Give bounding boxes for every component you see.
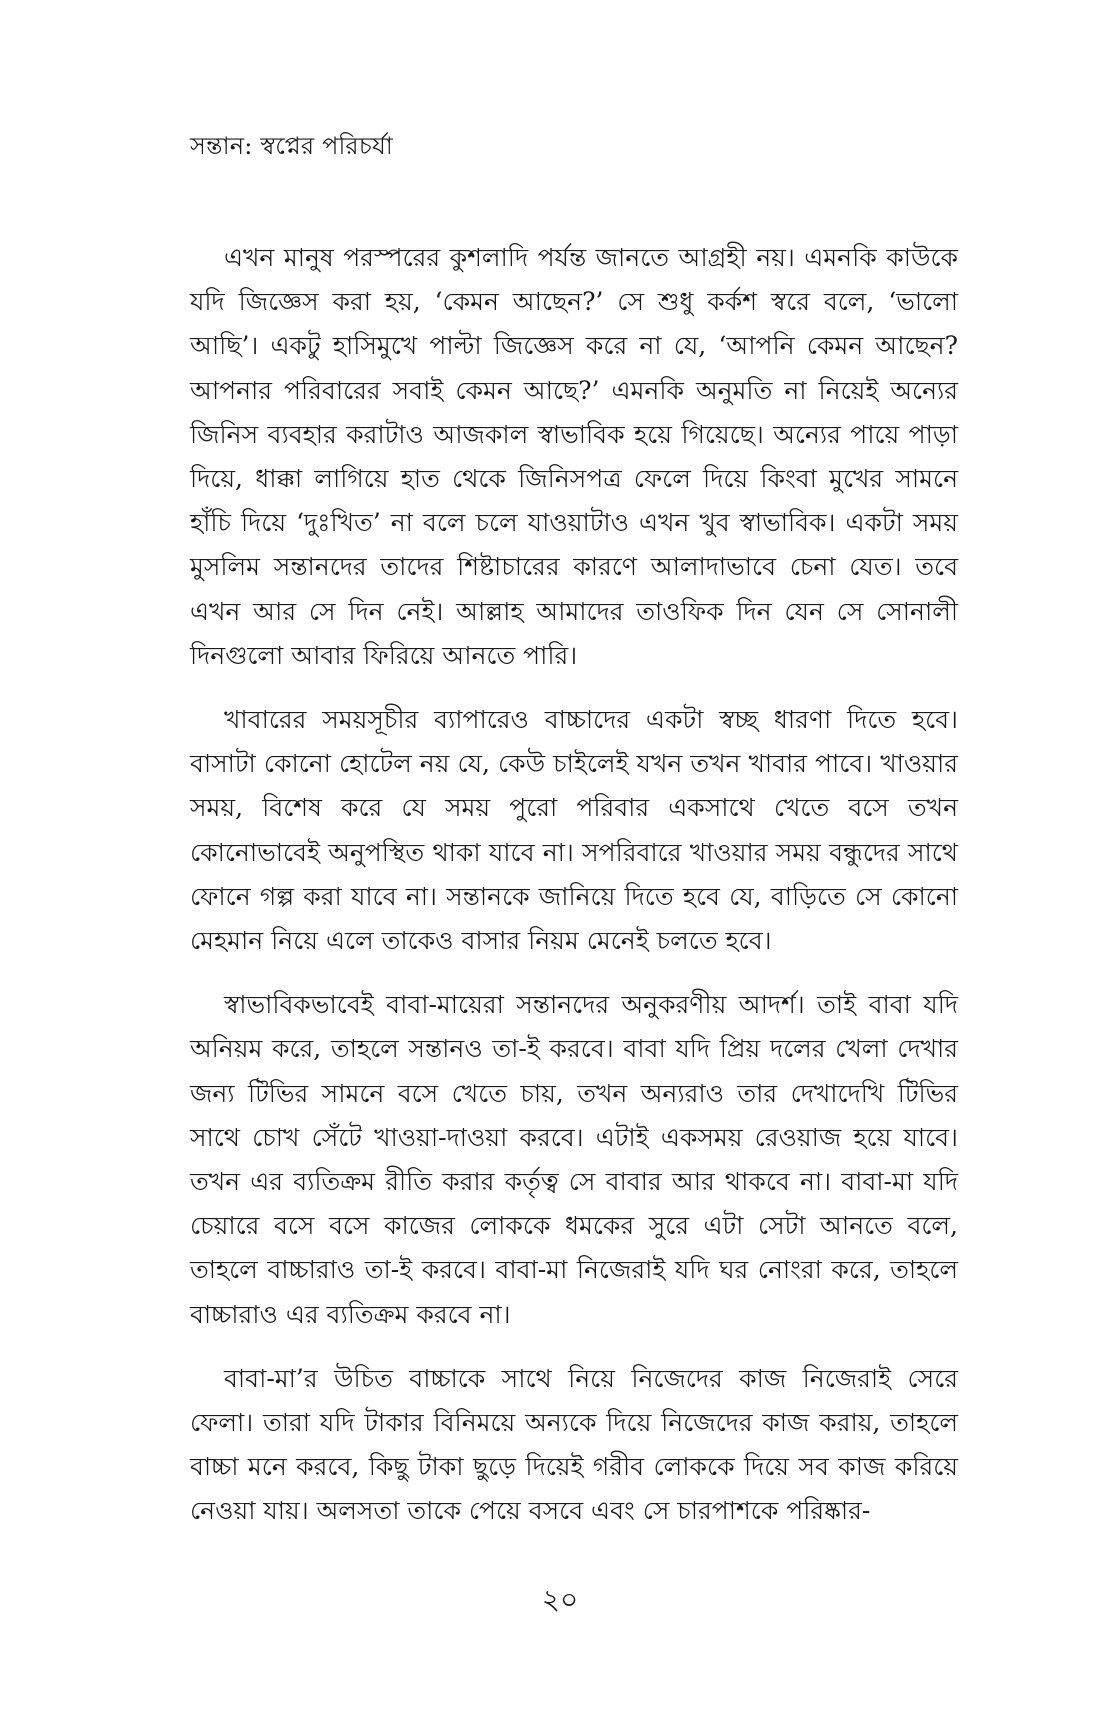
page-number: ২০ [541, 1583, 579, 1616]
paragraph-4: বাবা-মা’র উচিত বাচ্চাকে সাথে নিয়ে নিজেদের কাজ নিজেরাই সেরে ফেলা। তারা যদি টাকার বিনিময়ে অন্যকে দিয়ে নিজেদের কাজ করায়, তাহলে বাচ্চা মনে করবে, কিছু টাকা ছুড়ে দিয়েই গরীব লোককে দিয়ে সব কাজ করিয়ে নেওয়া যায়। অলসতা তাকে পেয়ে বসবে এবং সে চারপাশকে পরিষ্কার- [190, 1363, 958, 1526]
body-text [190, 236, 958, 1554]
running-header: সন্তান: স্বপ্নের পরিচর্যা [190, 132, 393, 160]
paragraph-2: খাবারের সময়সূচীর ব্যাপারেও বাচ্চাদের একটা স্বচ্ছ ধারণা দিতে হবে। বাসাটা কোনো হোটেল নয় যে, কেউ চাইলেই যখন তখন খাবার পাবে। খাওয়ার সময়, বিশেষ করে যে সময় পুরো পরিবার একসাথে খেতে বসে তখন কোনোভাবেই অনুপস্থিত থাকা যাবে না। সপরিবারে খাওয়ার সময় বন্ধুদের সাথে ফোনে গল্প করা যাবে না। সন্তানকে জানিয়ে দিতে হবে যে, বাড়িতে সে কোনো মেহমান নিয়ে এলে তাকেও বাসার নিয়ম মেনেই চলতে হবে। [190, 705, 958, 956]
paragraph-3: স্বাভাবিকভাবেই বাবা-মায়েরা সন্তানদের অনুকরণীয় আদর্শ। তাই বাবা যদি অনিয়ম করে, তাহলে সন্তানও তা-ই করবে। বাবা যদি প্রিয় দলের খেলা দেখার জন্য টিভির সামনে বসে খেতে চায়, তখন অন্যরাও তার দেখাদেখি টিভির সাথে চোখ সেঁটে খাওয়া-দাওয়া করবে। এটাই একসময় রেওয়াজ হয়ে যাবে। তখন এর ব্যতিক্রম রীতি করার কর্তৃত্ব সে বাবার আর থাকবে না। বাবা-মা যদি চেয়ারে বসে বসে কাজের লোককে ধমকের সুরে এটা সেটা আনতে বলে, তাহলে বাচ্চারাও তা-ই করবে। বাবা-মা নিজেরাই যদি ঘর নোংরা করে, তাহলে বাচ্চারাও এর ব্যতিক্রম করবে না। [190, 990, 958, 1329]
paragraph-1: এখন মানুষ পরস্পরের কুশলাদি পর্যন্ত জানতে আগ্রহী নয়। এমনকি কাউকে যদি জিজ্ঞেস করা হয়, ‘কেমন আছেন?’ সে শুধু কর্কশ স্বরে বলে, ‘ভালো আছি’। একটু হাসিমুখে পাল্টা জিজ্ঞেস করে না যে, ‘আপনি কেমন আছেন? আপনার পরিবারের সবাই কেমন আছে?’ এমনকি অনুমতি না নিয়েই অন্যের জিনিস ব্যবহার করাটাও আজকাল স্বাভাবিক হয়ে গিয়েছে। অন্যের পায়ে পাড়া দিয়ে, ধাক্কা লাগিয়ে হাত থেকে জিনিসপত্র ফেলে দিয়ে কিংবা মুখের সামনে হাঁচি দিয়ে ‘দুঃখিত’ না বলে চলে যাওয়াটাও এখন খুব স্বাভাবিক। একটা সময় মুসলিম সন্তানদের তাদের শিষ্টাচারের কারণে আলাদাভাবে চেনা যেত। তবে এখন আর সে দিন নেই। আল্লাহ আমাদের তাওফিক দিন যেন সে সোনালী দিনগুলো আবার ফিরিয়ে আনতে পারি। [190, 243, 958, 670]
